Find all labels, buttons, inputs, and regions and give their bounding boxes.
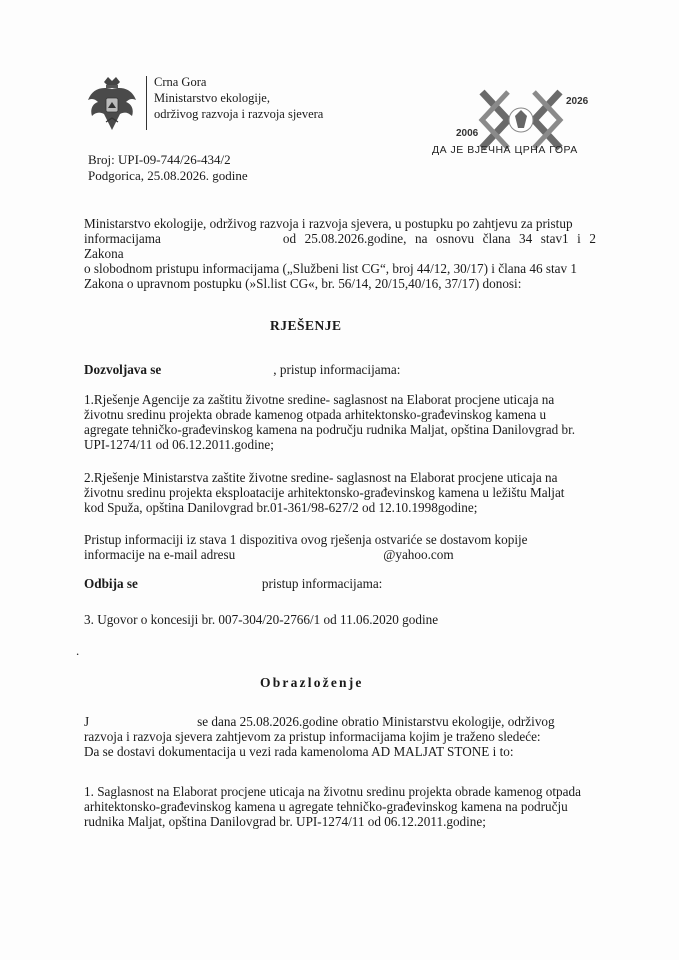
- country-name: Crna Gora: [154, 75, 207, 89]
- item-1: [84, 392, 596, 452]
- intro-line: o slobodnom pristupu informacijama („Službeni list CG“, broj 44/12, 30/17) i člana 46 stav 1: [84, 261, 577, 276]
- reject-line: [84, 576, 596, 591]
- reasoning-line-part: se dana 25.08.2026.godine obratio Ministarstvu ekologije, održivog: [197, 714, 555, 729]
- reasoning-line: [84, 714, 596, 729]
- item-line: 2.Rješenje Ministarstva zaštite životne sredine- saglasnost na Elaborat procjene uticaja na: [84, 470, 558, 485]
- intro-line-part: od 25.08.2026.godine, na osnovu člana 34 stav1 i 2 Zakona: [84, 231, 596, 261]
- ministry-name-line1: Ministarstvo ekologije,: [154, 91, 270, 105]
- request-line: 1. Saglasnost na Elaborat procjene uticaja na životnu sredinu projekta obrade kamenog otpada: [84, 784, 581, 799]
- anniversary-start-year: 2006: [456, 128, 479, 139]
- request-line: rudnika Maljat, opština Danilovgrad br. UPI-1274/11 od 06.12.2011.godine;: [84, 814, 486, 829]
- allow-rest: , pristup informacijama:: [273, 362, 401, 377]
- reject-label: Odbija se: [84, 576, 138, 591]
- intro-line: Ministarstvo ekologije, održivog razvoja i razvoja sjevera, u postupku po zahtjevu za pristup: [84, 216, 573, 231]
- header-divider: [146, 76, 147, 130]
- document-number: Broj: UPI-09-744/26-434/2: [88, 152, 231, 167]
- montenegro-coat-of-arms-icon: [86, 74, 138, 134]
- item-line: životnu sredinu projekta obrade kamenog otpada arhitektonsko-građevinskog kamena u: [84, 407, 547, 422]
- intro-line: Zakona o upravnom postupku (»Sl.list CG«, br. 56/14, 20/15,40/16, 37/17) donosi:: [84, 276, 522, 291]
- ministry-name-line2: održivog razvoja i razvoja sjevera: [154, 107, 324, 121]
- reasoning-initial: J: [84, 714, 90, 729]
- intro-line: [84, 231, 596, 261]
- request-line: arhitektonsko-građevinskog kamena u agregate tehničko-građevinskog kamena na području: [84, 799, 568, 814]
- ministry-header: [154, 74, 323, 122]
- delivery-line-part: informacije na e-mail adresu: [84, 547, 236, 562]
- request-1: [84, 784, 596, 829]
- item-2: [84, 470, 596, 515]
- anniversary-end-year: 2026: [566, 96, 589, 107]
- reasoning-line: razvoja i razvoja sjevera zahtjevom za pristup informacijama kojim je traženo sledeće:: [84, 729, 541, 744]
- item-line: 1.Rješenje Agencije za zaštitu životne sredine- saglasnost na Elaborat procjene uticaja na: [84, 392, 555, 407]
- email-domain: @yahoo.com: [383, 547, 454, 562]
- item-3: 3. Ugovor o koncesiji br. 007-304/20-2766/1 od 11.06.2020 godine: [84, 612, 439, 627]
- delivery-line: [84, 547, 596, 562]
- anniversary-slogan: ДА ЈЕ ВЈЕЧНА ЦРНА ГОРА: [432, 144, 578, 156]
- reasoning-paragraph: [84, 714, 596, 759]
- intro-paragraph: [84, 216, 596, 291]
- place-date: Podgorica, 25.08.2026. godine: [88, 168, 248, 183]
- reasoning-title: Obrazloženje: [260, 675, 364, 690]
- allow-label: Dozvoljava se: [84, 362, 162, 377]
- intro-line-part: informacijama: [84, 231, 161, 246]
- delivery-paragraph: [84, 532, 596, 562]
- delivery-line: Pristup informaciji iz stava 1 dispozitiva ovog rješenja ostvariće se dostavom kopije: [84, 532, 528, 547]
- item-line: kod Spuža, opština Danilovgrad br.01-361/98-627/2 od 12.10.1998godine;: [84, 500, 478, 515]
- item-line: životnu sredinu projekta eksploatacije arhitektonsko-građevinskog kamena u ležištu Maljat: [84, 485, 565, 500]
- allow-line: [84, 362, 596, 377]
- item-line: agregate tehničko-građevinskog kamena na području rudnika Maljat, opština Danilovgrad br.: [84, 422, 576, 437]
- reasoning-line: Da se dostavi dokumentacija u vezi rada kamenoloma AD MALJAT STONE i to:: [84, 744, 514, 759]
- reject-rest: pristup informacijama:: [261, 576, 383, 591]
- stray-dot: .: [76, 643, 80, 658]
- decision-title: RJEŠENJE: [270, 318, 342, 333]
- item-line: UPI-1274/11 od 06.12.2011.godine;: [84, 437, 274, 452]
